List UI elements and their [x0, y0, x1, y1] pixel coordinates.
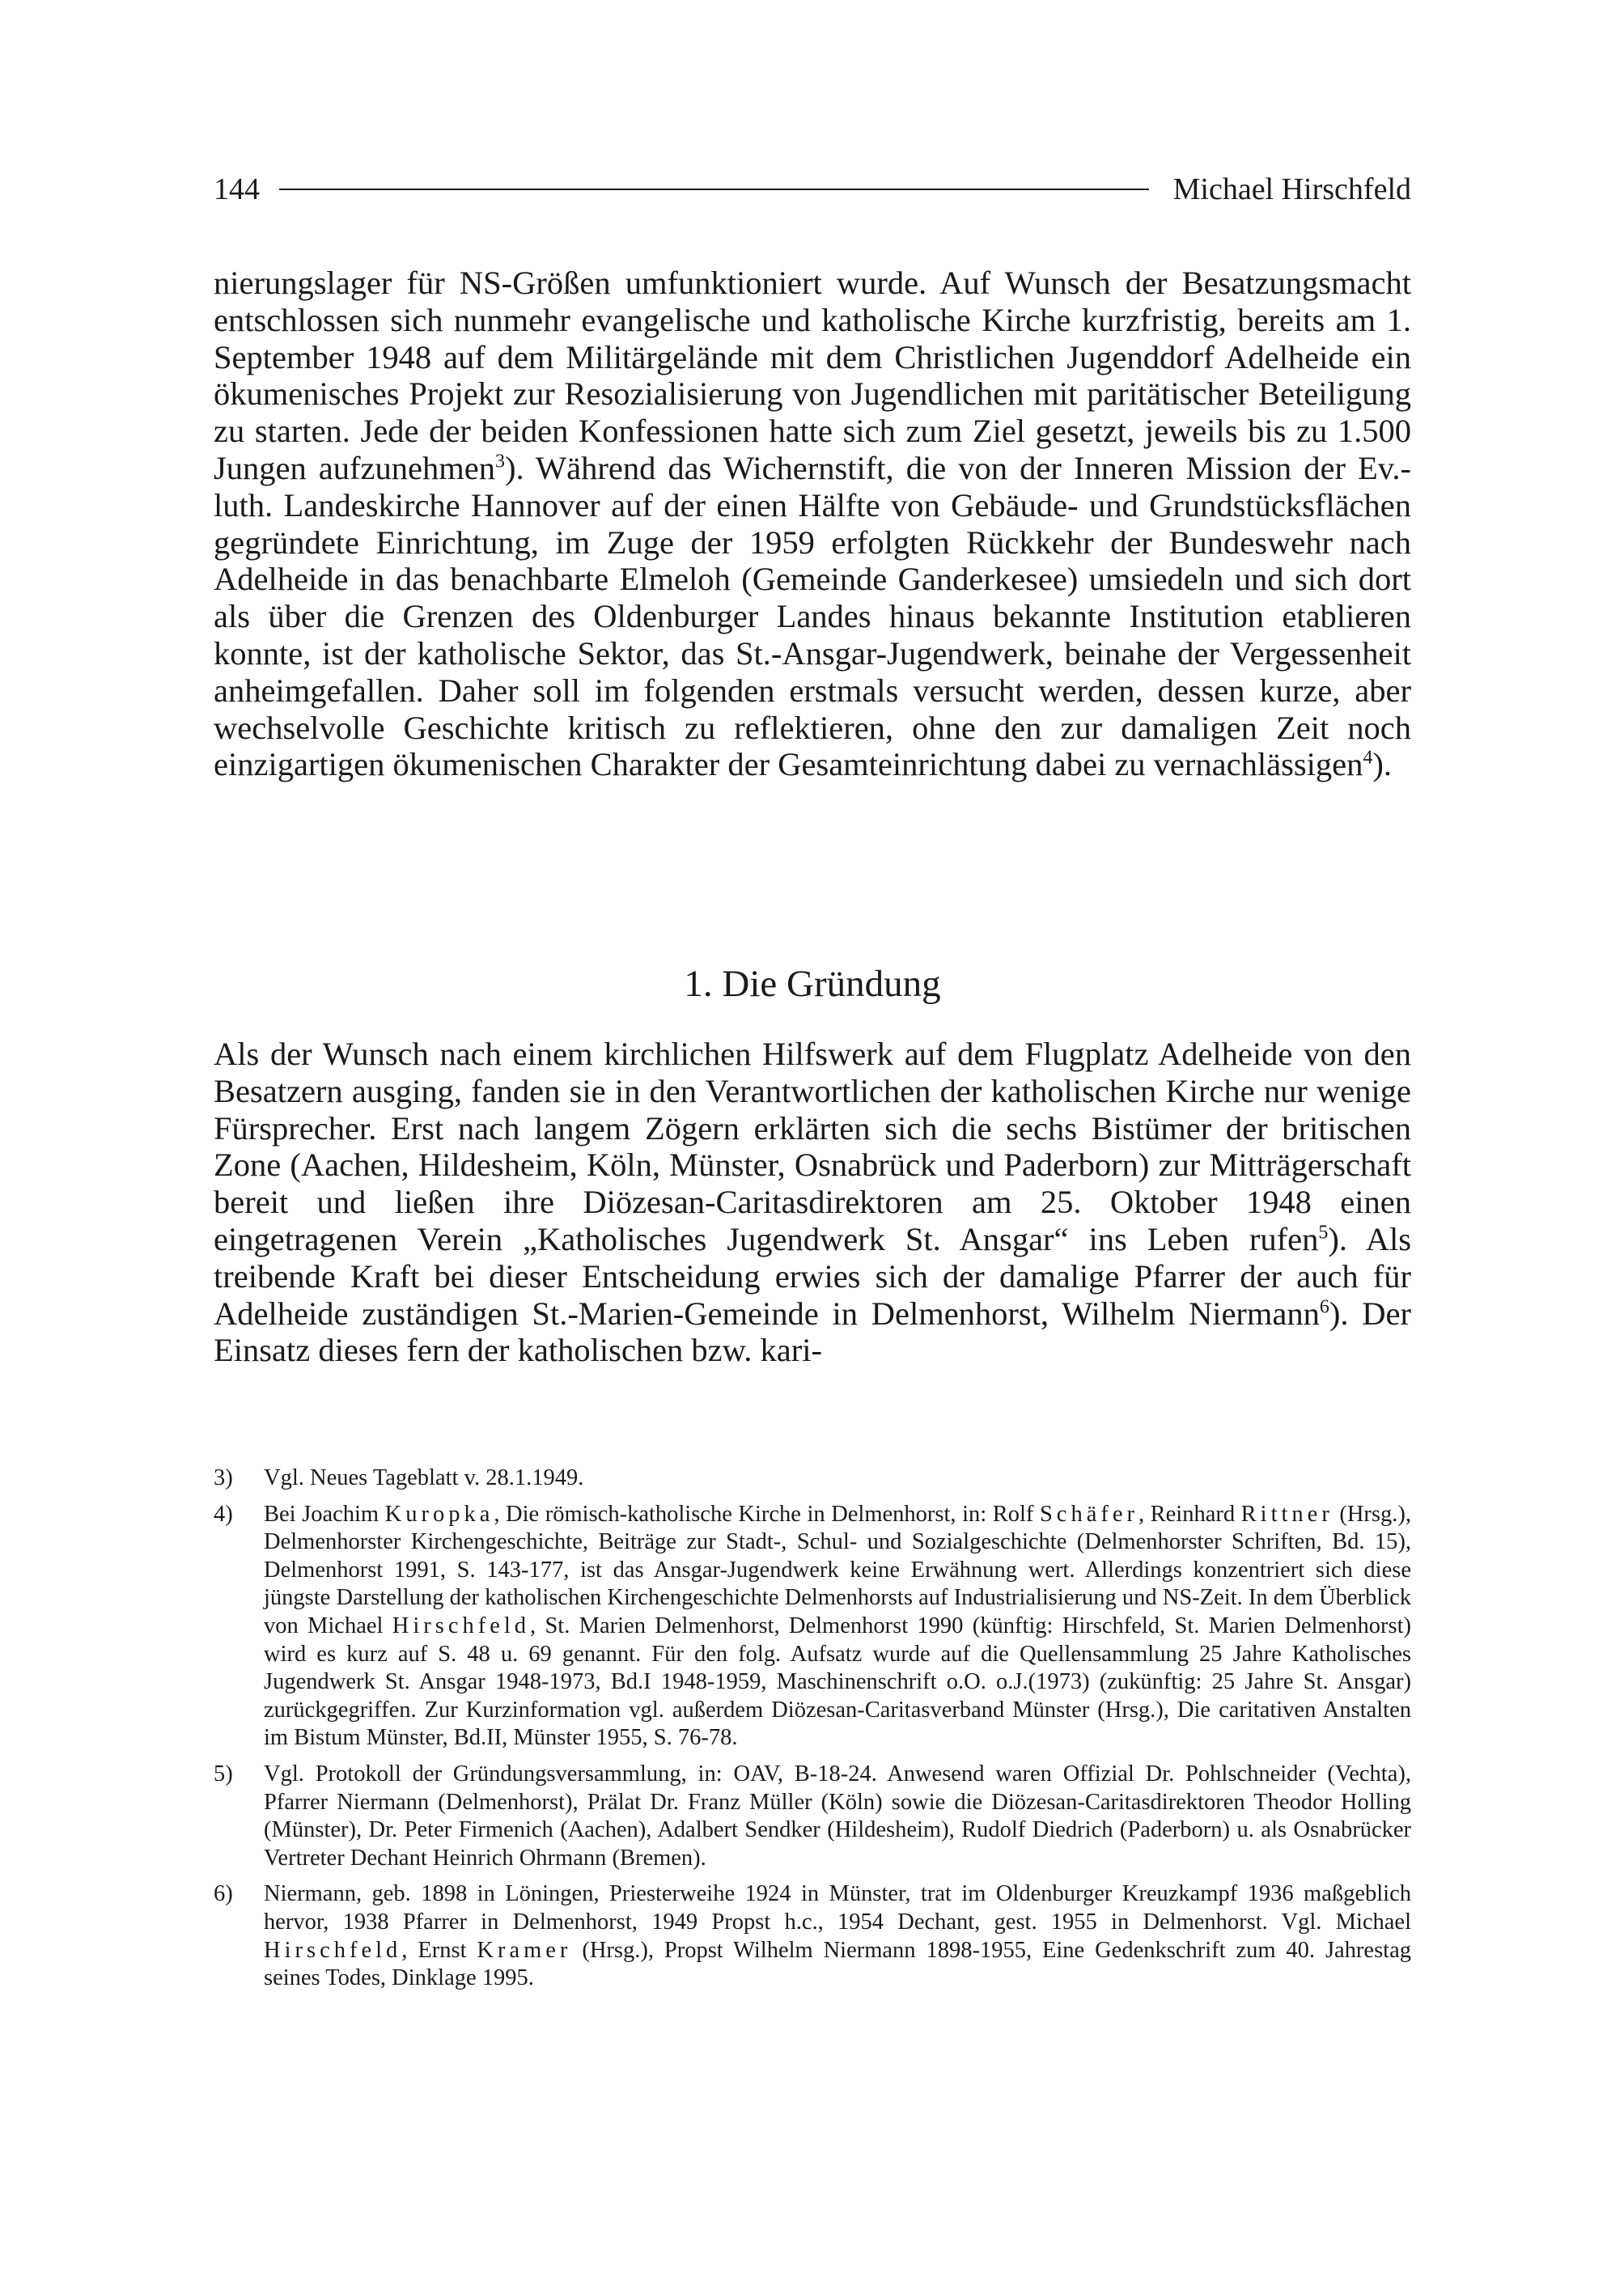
running-header-author: Michael Hirschfeld: [1172, 172, 1411, 206]
footnote-4: [214, 1501, 1411, 1753]
footnote-3: [214, 1464, 1411, 1493]
section-text-part3: ). Der Einsatz dieses fern der katholischen bzw. kari-: [214, 1295, 1412, 1369]
section-paragraph-block: [214, 1036, 1411, 1369]
footnote-ref-5: 5: [1318, 1222, 1329, 1244]
author-name-spaced: Kuropka: [384, 1501, 494, 1527]
intro-text-part2: ). Während das Wichernstift, die von der Inneren Mission der Ev.-luth. Landeskirche Hannover auf der einen Hälfte von Gebäude- und Grundstücksflächen gegründete Einrichtung, im Zuge der 1959 erfolgten Rückkehr der Bundeswehr nach Adelheide in das benachbarte Elmeloh (Gemeinde Ganderkesee) umsiedeln und sich dort als über die Grenzen des Oldenburger Landes hinaus bekannte Institution etablieren konnte, ist der katholische Sektor, das St.-Ansgar-Jugendwerk, beinahe der Vergessenheit anheimgefallen. Daher soll im folgenden erstmals versucht werden, dessen kurze, aber wechselvolle Geschichte kritisch zu reflektieren, ohne den zur damaligen Zeit noch einzigartigen ökumenischen Charakter der Gesamteinrichtung dabei zu vernachlässigen: [214, 449, 1411, 783]
footnote-ref-6: 6: [1319, 1296, 1329, 1318]
intro-paragraph-block: [214, 265, 1411, 783]
footnote-number: 5): [214, 1761, 233, 1787]
intro-text-part1: nierungslager für NS-Größen umfunktioniert wurde. Auf Wunsch der Besatzungsmacht entschlossen sich nunmehr evangelische und katholische Kirche kurzfristig, bereits am 1. September 1948 auf dem Militärgelände mit dem Christlichen Jugenddorf Adelheide ein ökumenisches Projekt zur Resozialisierung von Jugendlichen mit paritätischer Beteiligung zu starten. Jede der beiden Konfessionen hatte sich zum Ziel gesetzt, jeweils bis zu 1.500 Jungen aufzunehmen: [214, 265, 1411, 486]
footnotes: [214, 1464, 1411, 2001]
footnote-number: 4): [214, 1501, 233, 1527]
section-heading: 1. Die Gründung: [684, 963, 941, 1005]
footnote-ref-4: 4: [1363, 747, 1373, 769]
footnote-text-segment: (Hrsg.), Propst Wilhelm Niermann 1898-1955, Eine Gedenkschrift zum 40. Jahrestag seines Todes, Dinklage 1995.: [264, 1937, 1411, 1991]
section-text-part1: Als der Wunsch nach einem kirchlichen Hilfswerk auf dem Flugplatz Adelheide von den Besatzern ausging, fanden sie in den Verantwortlichen der katholischen Kirche nur wenige Fürsprecher. Erst nach langem Zögern erklärten sich die sechs Bistümer der britischen Zone (Aachen, Hildesheim, Köln, Münster, Osnabrück und Paderborn) zur Mitträgerschaft bereit und ließen ihre Diözesan-Caritasdirektoren am 25. Oktober 1948 einen eingetragenen Verein „Katholisches Jugendwerk St. Ansgar“ ins Leben rufen: [214, 1036, 1411, 1257]
footnote-5: [214, 1761, 1411, 1872]
running-header: [214, 167, 1411, 212]
footnote-text: [264, 1501, 1411, 1753]
page-number: 144: [214, 172, 260, 206]
footnote-text-segment: , Die römisch-katholische Kirche in Delmenhorst, in: Rolf: [494, 1501, 1040, 1527]
footnote-text: [264, 1880, 1411, 1992]
footnote-6: [214, 1880, 1411, 1992]
footnote-text-segment: Bei Joachim: [264, 1501, 385, 1527]
footnote-number: 6): [214, 1881, 233, 1907]
footnote-ref-3: 3: [494, 451, 505, 473]
footnote-text-segment: Niermann, geb. 1898 in Löningen, Priesterweihe 1924 in Münster, trat im Oldenburger Kreuzkampf 1936 maßgeblich hervor, 1938 Pfarrer in Delmenhorst, 1949 Propst h.c., 1954 Dechant, gest. 1955 in Delmenhorst. Vgl. Michael: [264, 1881, 1411, 1935]
footnote-number: 3): [214, 1465, 233, 1490]
author-name-spaced: Schäfer: [1039, 1501, 1138, 1527]
author-name-spaced: Kramer: [477, 1937, 572, 1963]
intro-text-part3: ).: [1372, 746, 1392, 783]
section-text-part2: ). Als treibende Kraft bei dieser Entscheidung erwies sich der damalige Pfarrer der auch für Adelheide zuständigen St.-Marien-Gemeinde in Delmenhorst, Wilhelm Niermann: [214, 1220, 1411, 1332]
author-name-spaced: Hirschfeld: [392, 1613, 531, 1638]
author-name-spaced: Rittner: [1240, 1501, 1334, 1527]
footnote-text: Vgl. Neues Tageblatt v. 28.1.1949.: [264, 1465, 584, 1490]
footnote-text-segment: (Hrsg.), Delmenhorster Kirchengeschichte, Beiträge zur Stadt-, Schul- und Sozialgeschichte (Delmenhorster Schriften, Bd. 15), Delmenhorst 1991, S. 143-177, ist das Ansgar-Jugendwerk keine Erwähnung wert. Allerdings konzentriert sich diese jüngste Darstellung der katholischen Kirchengeschichte Delmenhorsts auf Industrialisierung und NS-Zeit. In dem Überblick von Michael: [264, 1501, 1412, 1638]
intro-paragraph: [214, 265, 1411, 783]
header-rule: [279, 189, 1149, 190]
footnote-text-segment: , Ernst: [401, 1937, 477, 1963]
footnote-text-segment: , St. Marien Delmenhorst, Delmenhorst 1990 (künftig: Hirschfeld, St. Marien Delmenhorst) wird es kurz auf S. 48 u. 69 genannt. Für den folg. Aufsatz wurde auf die Quellensammlung 25 Jahre Katholisches Jugendwerk St. Ansgar 1948-1973, Bd.I 1948-1959, Maschinenschrift o.O. o.J.(1973) (zukünftig: 25 Jahre St. Ansgar) zurückgegriffen. Zur Kurzinformation vgl. außerdem Diözesan-Caritasverband Münster (Hrsg.), Die caritativen Anstalten im Bistum Münster, Bd.II, Münster 1955, S. 76-78.: [264, 1613, 1411, 1751]
footnote-text: Vgl. Protokoll der Gründungsversammlung, in: OAV, B-18-24. Anwesend waren Offizial Dr. Pohlschneider (Vechta), Pfarrer Niermann (Delmenhorst), Prälat Dr. Franz Müller (Köln) sowie die Diözesan-Caritasdirektoren Theodor Holling (Münster), Dr. Peter Firmenich (Aachen), Adalbert Sendker (Hildesheim), Rudolf Diedrich (Paderborn) u. als Osnabrücker Vertreter Dechant Heinrich Ohrmann (Bremen).: [264, 1761, 1411, 1871]
author-name-spaced: Hirschfeld: [264, 1937, 402, 1963]
section-paragraph: [214, 1036, 1411, 1369]
footnote-text-segment: , Reinhard: [1138, 1501, 1241, 1527]
